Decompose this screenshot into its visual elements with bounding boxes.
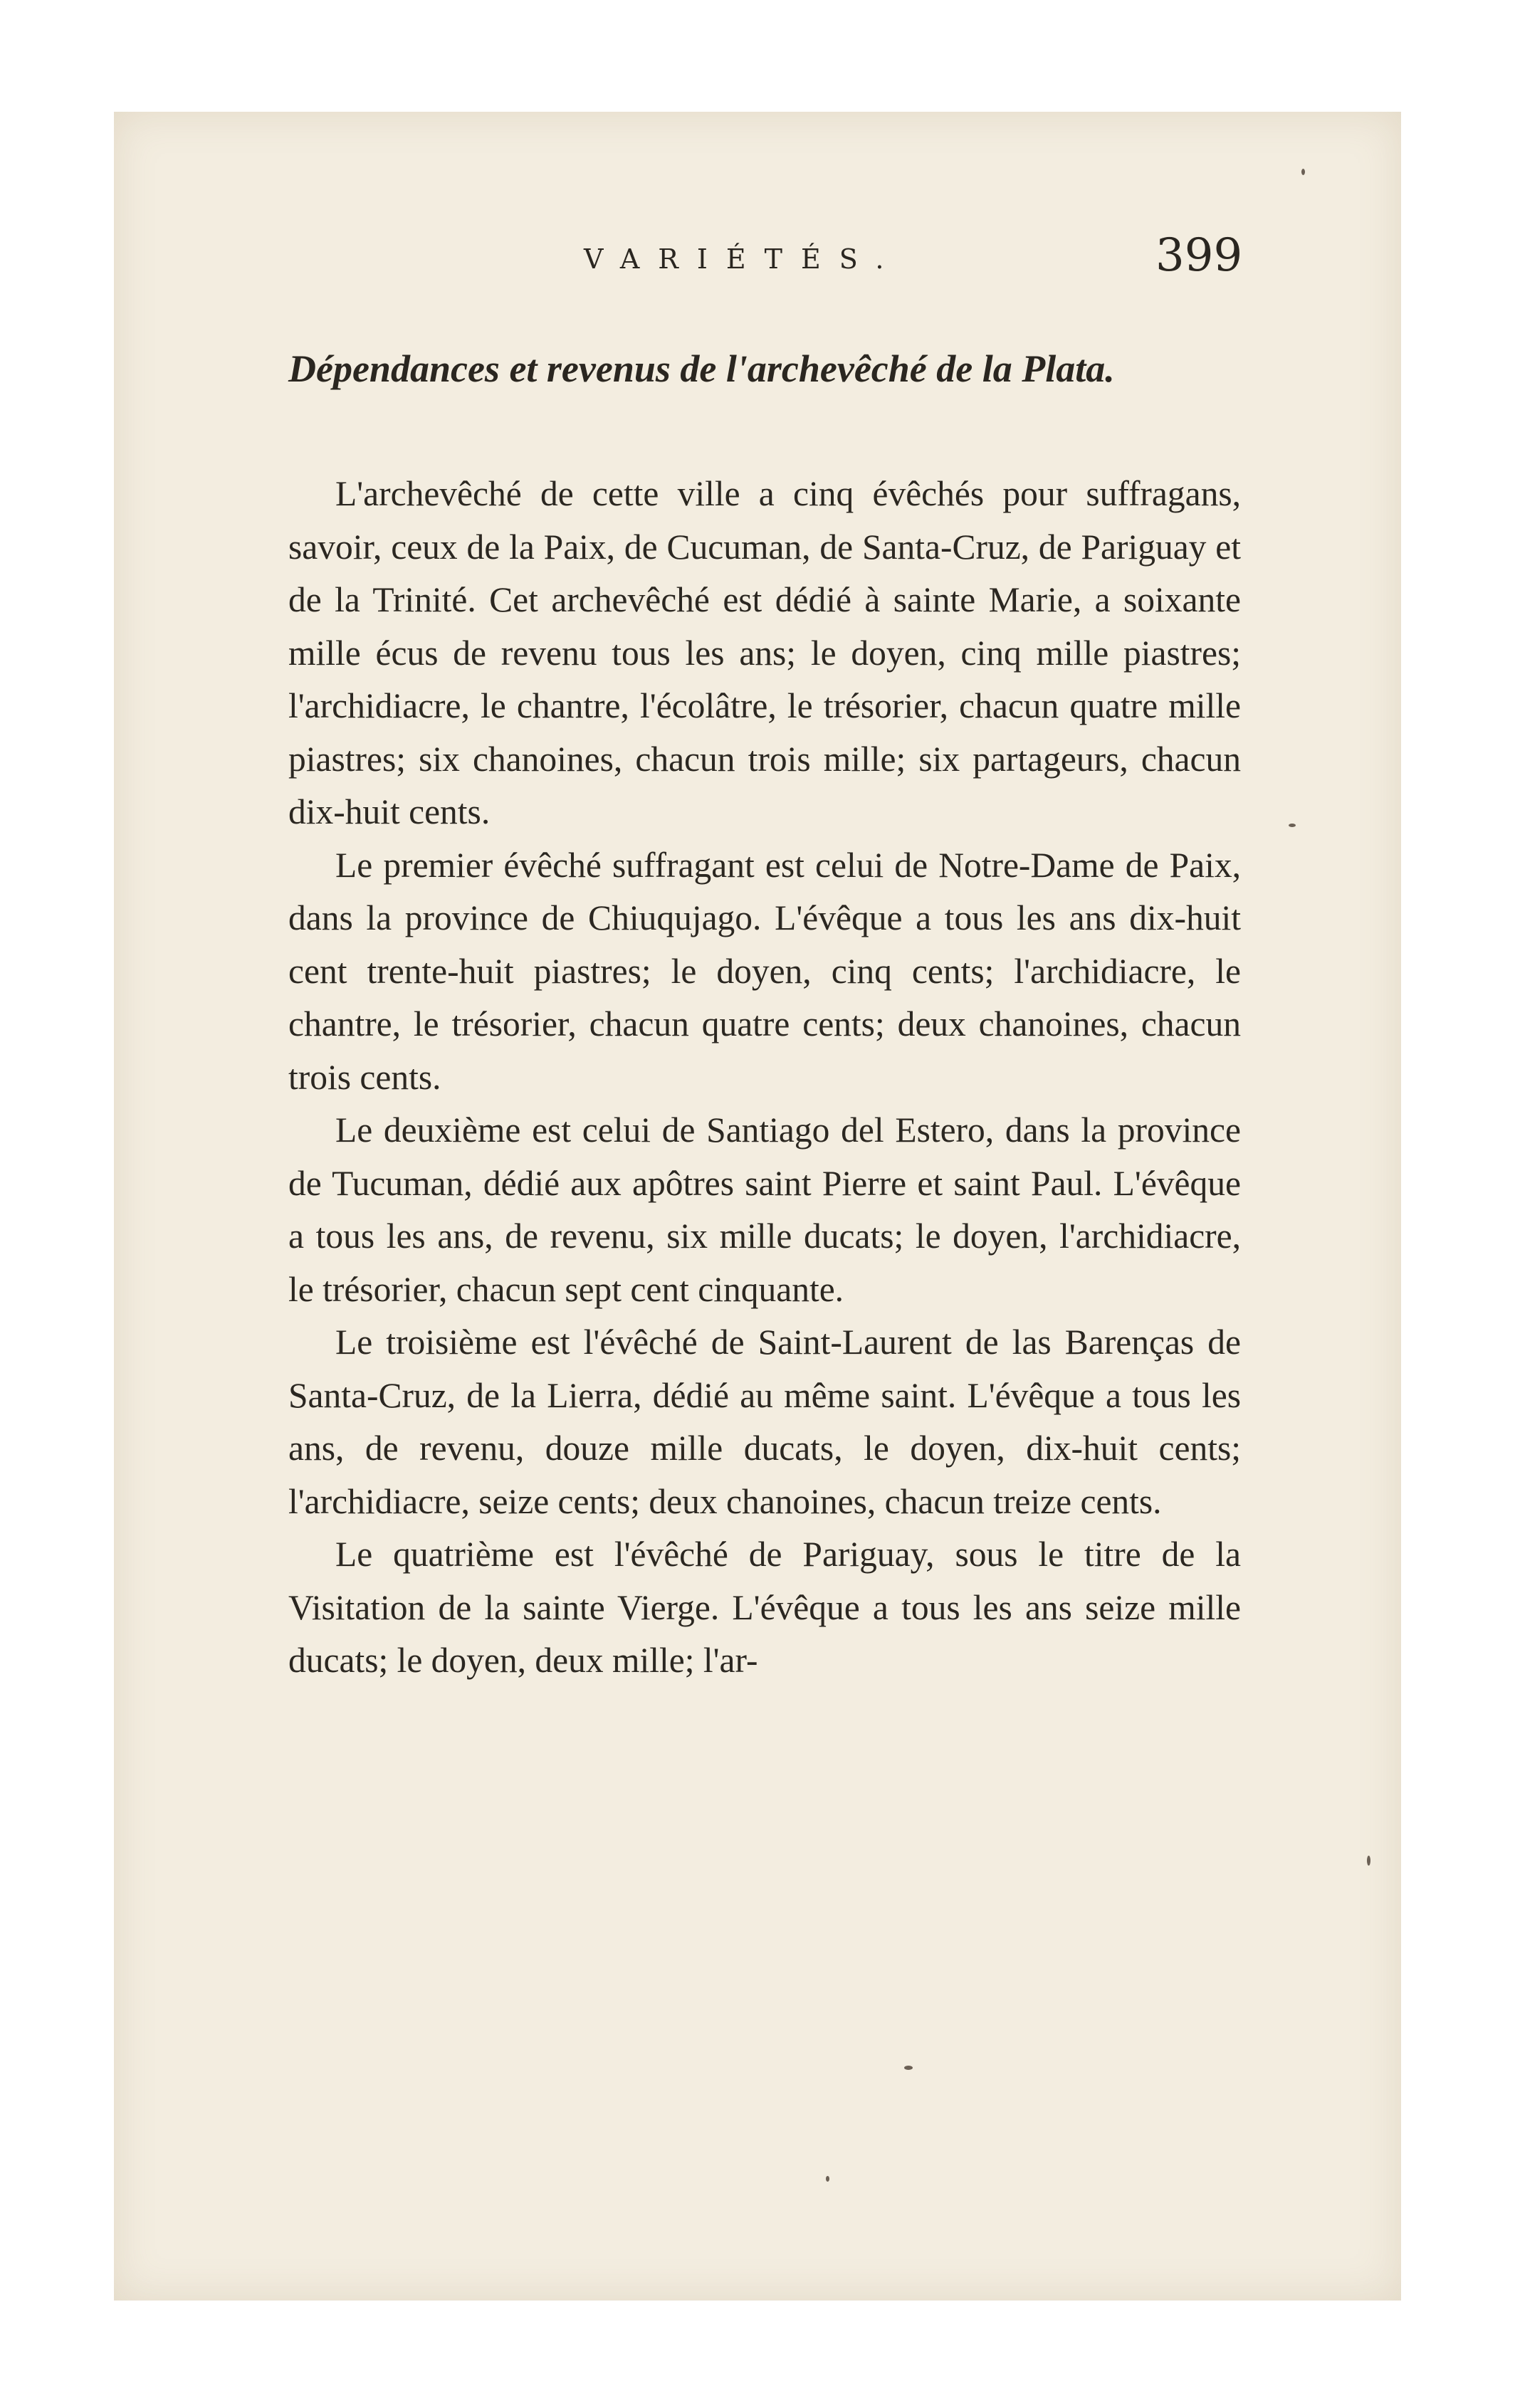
paragraph: Le deuxième est celui de Santiago del Estero, dans la province de Tucuman, dédié aux apôtres saint Pierre et saint Paul. L'évêque a tous les ans, de revenu, six mille ducats; le doyen, l'archidiacre, le trésorier, chacun sept cent cinquante. — [288, 1110, 1241, 1309]
paper-speck — [1289, 824, 1296, 827]
paragraph: Le quatrième est l'évêché de Pariguay, sous le titre de la Visitation de la sainte Vierge. L'évêque a tous les ans seize mille ducats; le doyen, deux mille; l'ar- — [288, 1535, 1241, 1680]
paper-speck — [826, 2176, 829, 2182]
running-head: VARIÉTÉS. — [584, 243, 903, 275]
paragraph: L'archevêché de cette ville a cinq évêchés pour suffragans, savoir, ceux de la Paix, de Cucuman, de Santa-Cruz, de Pariguay et de la Trinité. Cet archevêché est dédié à sainte Marie, a soixante mille écus de revenu tous les ans; le doyen, cinq mille piastres; l'archidiacre, le chantre, l'écolâtre, le trésorier, chacun quatre mille piastres; six chanoines, chacun trois mille; six partageurs, chacun dix-huit cents. — [288, 474, 1241, 831]
paper-speck — [1301, 169, 1305, 175]
page-number: 399 — [1155, 229, 1243, 282]
paper-speck — [904, 2066, 913, 2070]
paper-speck — [1367, 1856, 1370, 1866]
paragraph: Le premier évêché suffragant est celui de Notre-Dame de Paix, dans la province de Chiuqujago. L'évêque a tous les ans dix-huit cent trente-huit piastres; le doyen, cinq cents; l'archidiacre, le chantre, le trésorier, chacun quatre cents; deux chanoines, chacun trois cents. — [288, 845, 1241, 1097]
book-page — [114, 112, 1401, 2301]
body-text — [288, 468, 1241, 1688]
paragraph: Le troisième est l'évêché de Saint-Laurent de las Barenças de Santa-Cruz, de la Lierra, dédié au même saint. L'évêque a tous les ans, de revenu, douze mille ducats, le doyen, dix-huit cents; l'archidiacre, seize cents; deux chanoines, chacun treize cents. — [288, 1323, 1241, 1521]
section-title: Dépendances et revenus de l'archevêché de la Plata. — [288, 347, 1115, 390]
